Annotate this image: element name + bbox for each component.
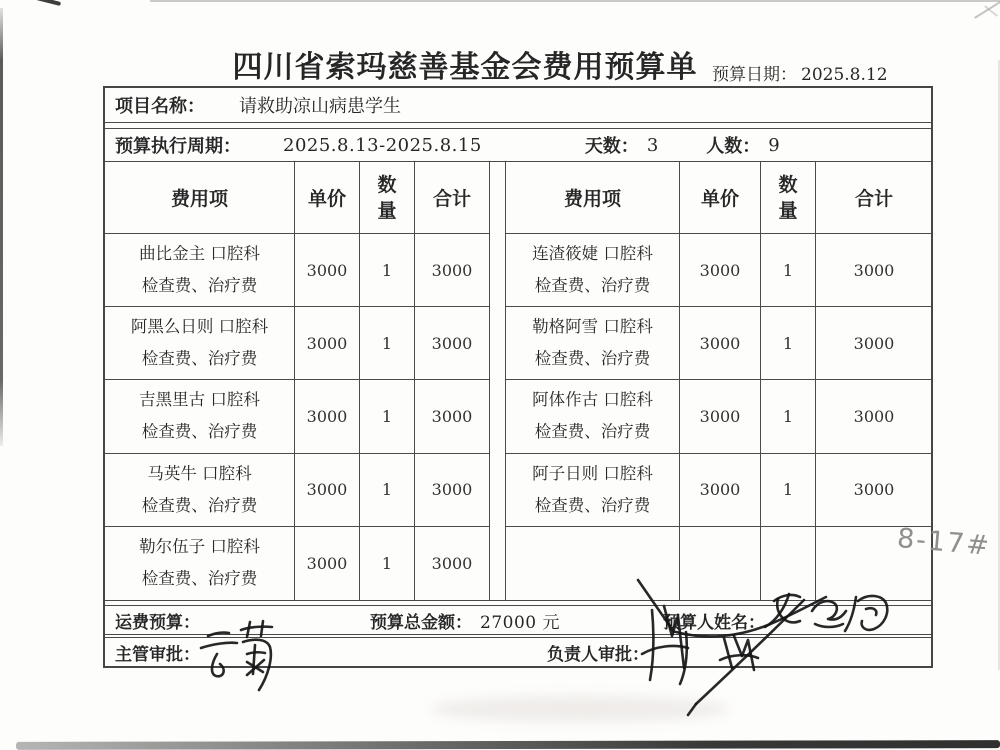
scan-corner-mark	[36, 0, 61, 6]
table-row	[105, 307, 489, 380]
table-row	[506, 380, 932, 453]
header-total: 合计	[432, 188, 471, 210]
cell-total: 3000	[853, 333, 895, 353]
cell-total: 3000	[431, 406, 473, 426]
budget-form-table	[103, 86, 933, 668]
table-header-row	[105, 162, 489, 234]
budget-period-row	[105, 129, 931, 162]
header-quantity: 数量	[761, 162, 816, 233]
project-name-value: 请救助凉山病患学生	[239, 96, 401, 117]
cell-item: 吉黑里古 口腔科 检查费、治疗费	[105, 380, 295, 452]
cell-unit-price: 3000	[680, 380, 761, 452]
cell-unit-price: 3000	[295, 454, 360, 526]
budget-date-value: 2025.8.12	[801, 65, 888, 85]
cell-quantity: 1	[360, 454, 415, 526]
total-amount-value: 27000 元	[480, 612, 560, 633]
cell-quantity	[761, 527, 816, 600]
cell-total: 3000	[853, 260, 895, 280]
table-row	[506, 234, 932, 307]
cell-item: 阿黑么日则 口腔科 检查费、治疗费	[105, 307, 295, 379]
cell-unit-price	[680, 527, 761, 600]
header-item: 费用项	[506, 162, 680, 233]
total-amount-label: 预算总金额：	[370, 612, 472, 633]
project-name-row	[105, 88, 931, 123]
cell-quantity: 1	[360, 234, 415, 306]
header-unit-price: 单价	[295, 162, 360, 233]
cell-total: 3000	[431, 260, 473, 280]
table-row	[105, 527, 489, 600]
scan-edge-left	[0, 8, 3, 446]
cell-item: 勒格阿雪 口腔科 检查费、治疗费	[506, 307, 680, 379]
cell-item: 连渣筱婕 口腔科 检查费、治疗费	[506, 234, 680, 306]
days-label: 天数：	[584, 136, 639, 157]
scan-edge-bottom	[16, 740, 1000, 750]
cell-unit-price: 3000	[295, 234, 360, 306]
header-item: 费用项	[105, 162, 295, 233]
budget-person-label: 预算人姓名：	[662, 612, 765, 633]
cell-unit-price: 3000	[680, 234, 761, 306]
period-value: 2025.8.13-2025.8.15	[283, 134, 482, 156]
header-unit-price: 单价	[680, 162, 761, 233]
budget-summary-row	[105, 606, 931, 635]
cell-item: 曲比金主 口腔科 检查费、治疗费	[105, 234, 295, 306]
approval-row	[105, 638, 931, 666]
cell-unit-price: 3000	[295, 380, 360, 452]
cell-item: 阿体作古 口腔科 检查费、治疗费	[506, 380, 680, 452]
people-value: 9	[768, 134, 780, 156]
cell-unit-price: 3000	[680, 307, 761, 379]
header-total: 合计	[854, 188, 893, 210]
period-label: 预算执行周期：	[115, 136, 241, 157]
cell-quantity: 1	[761, 234, 816, 306]
header-quantity: 数量	[360, 162, 415, 233]
days-value: 3	[646, 134, 659, 156]
expense-table-left	[105, 162, 490, 600]
cell-unit-price: 3000	[295, 307, 360, 379]
expense-table-right	[505, 162, 932, 600]
page-title: 四川省索玛慈善基金会费用预算单	[232, 50, 698, 85]
cell-unit-price: 3000	[295, 527, 360, 600]
scan-edge-top	[150, 0, 1000, 2]
expense-tables	[105, 162, 931, 601]
pencil-note: 8-17#	[895, 522, 993, 563]
table-row	[105, 234, 489, 307]
cell-item: 阿子日则 口腔科 检查费、治疗费	[506, 454, 680, 526]
table-row	[105, 454, 489, 527]
cell-total: 3000	[431, 480, 473, 500]
supervisor-approval-label: 主管审批：	[115, 644, 200, 665]
table-header-row	[506, 162, 932, 234]
cell-total: 3000	[431, 553, 473, 573]
cell-item	[506, 527, 680, 600]
project-name-label: 项目名称：	[115, 96, 205, 117]
people-label: 人数：	[706, 136, 761, 157]
cell-item: 马英牛 口腔科 检查费、治疗费	[105, 454, 295, 526]
cell-total: 3000	[853, 480, 895, 500]
budget-date	[712, 60, 888, 85]
responsible-approval-label: 负责人审批：	[547, 644, 649, 665]
budget-date-label: 预算日期：	[712, 65, 797, 85]
days-group	[585, 132, 658, 158]
cell-total: 3000	[431, 333, 473, 353]
cell-quantity: 1	[360, 380, 415, 452]
cell-quantity: 1	[761, 454, 816, 526]
cell-unit-price: 3000	[680, 454, 761, 526]
cell-total: 3000	[853, 406, 895, 426]
cell-quantity: 1	[761, 380, 816, 452]
cell-quantity: 1	[360, 527, 415, 600]
cell-quantity: 1	[360, 307, 415, 379]
scan-smudge	[430, 696, 730, 722]
cell-item: 勒尔伍子 口腔科 检查费、治疗费	[105, 527, 295, 600]
cell-quantity: 1	[761, 307, 816, 379]
table-row-empty	[506, 527, 932, 600]
shipping-budget-label: 运费预算：	[115, 612, 200, 633]
table-row	[506, 454, 932, 527]
people-group	[706, 132, 779, 158]
table-row	[105, 380, 489, 453]
table-row	[506, 307, 932, 380]
